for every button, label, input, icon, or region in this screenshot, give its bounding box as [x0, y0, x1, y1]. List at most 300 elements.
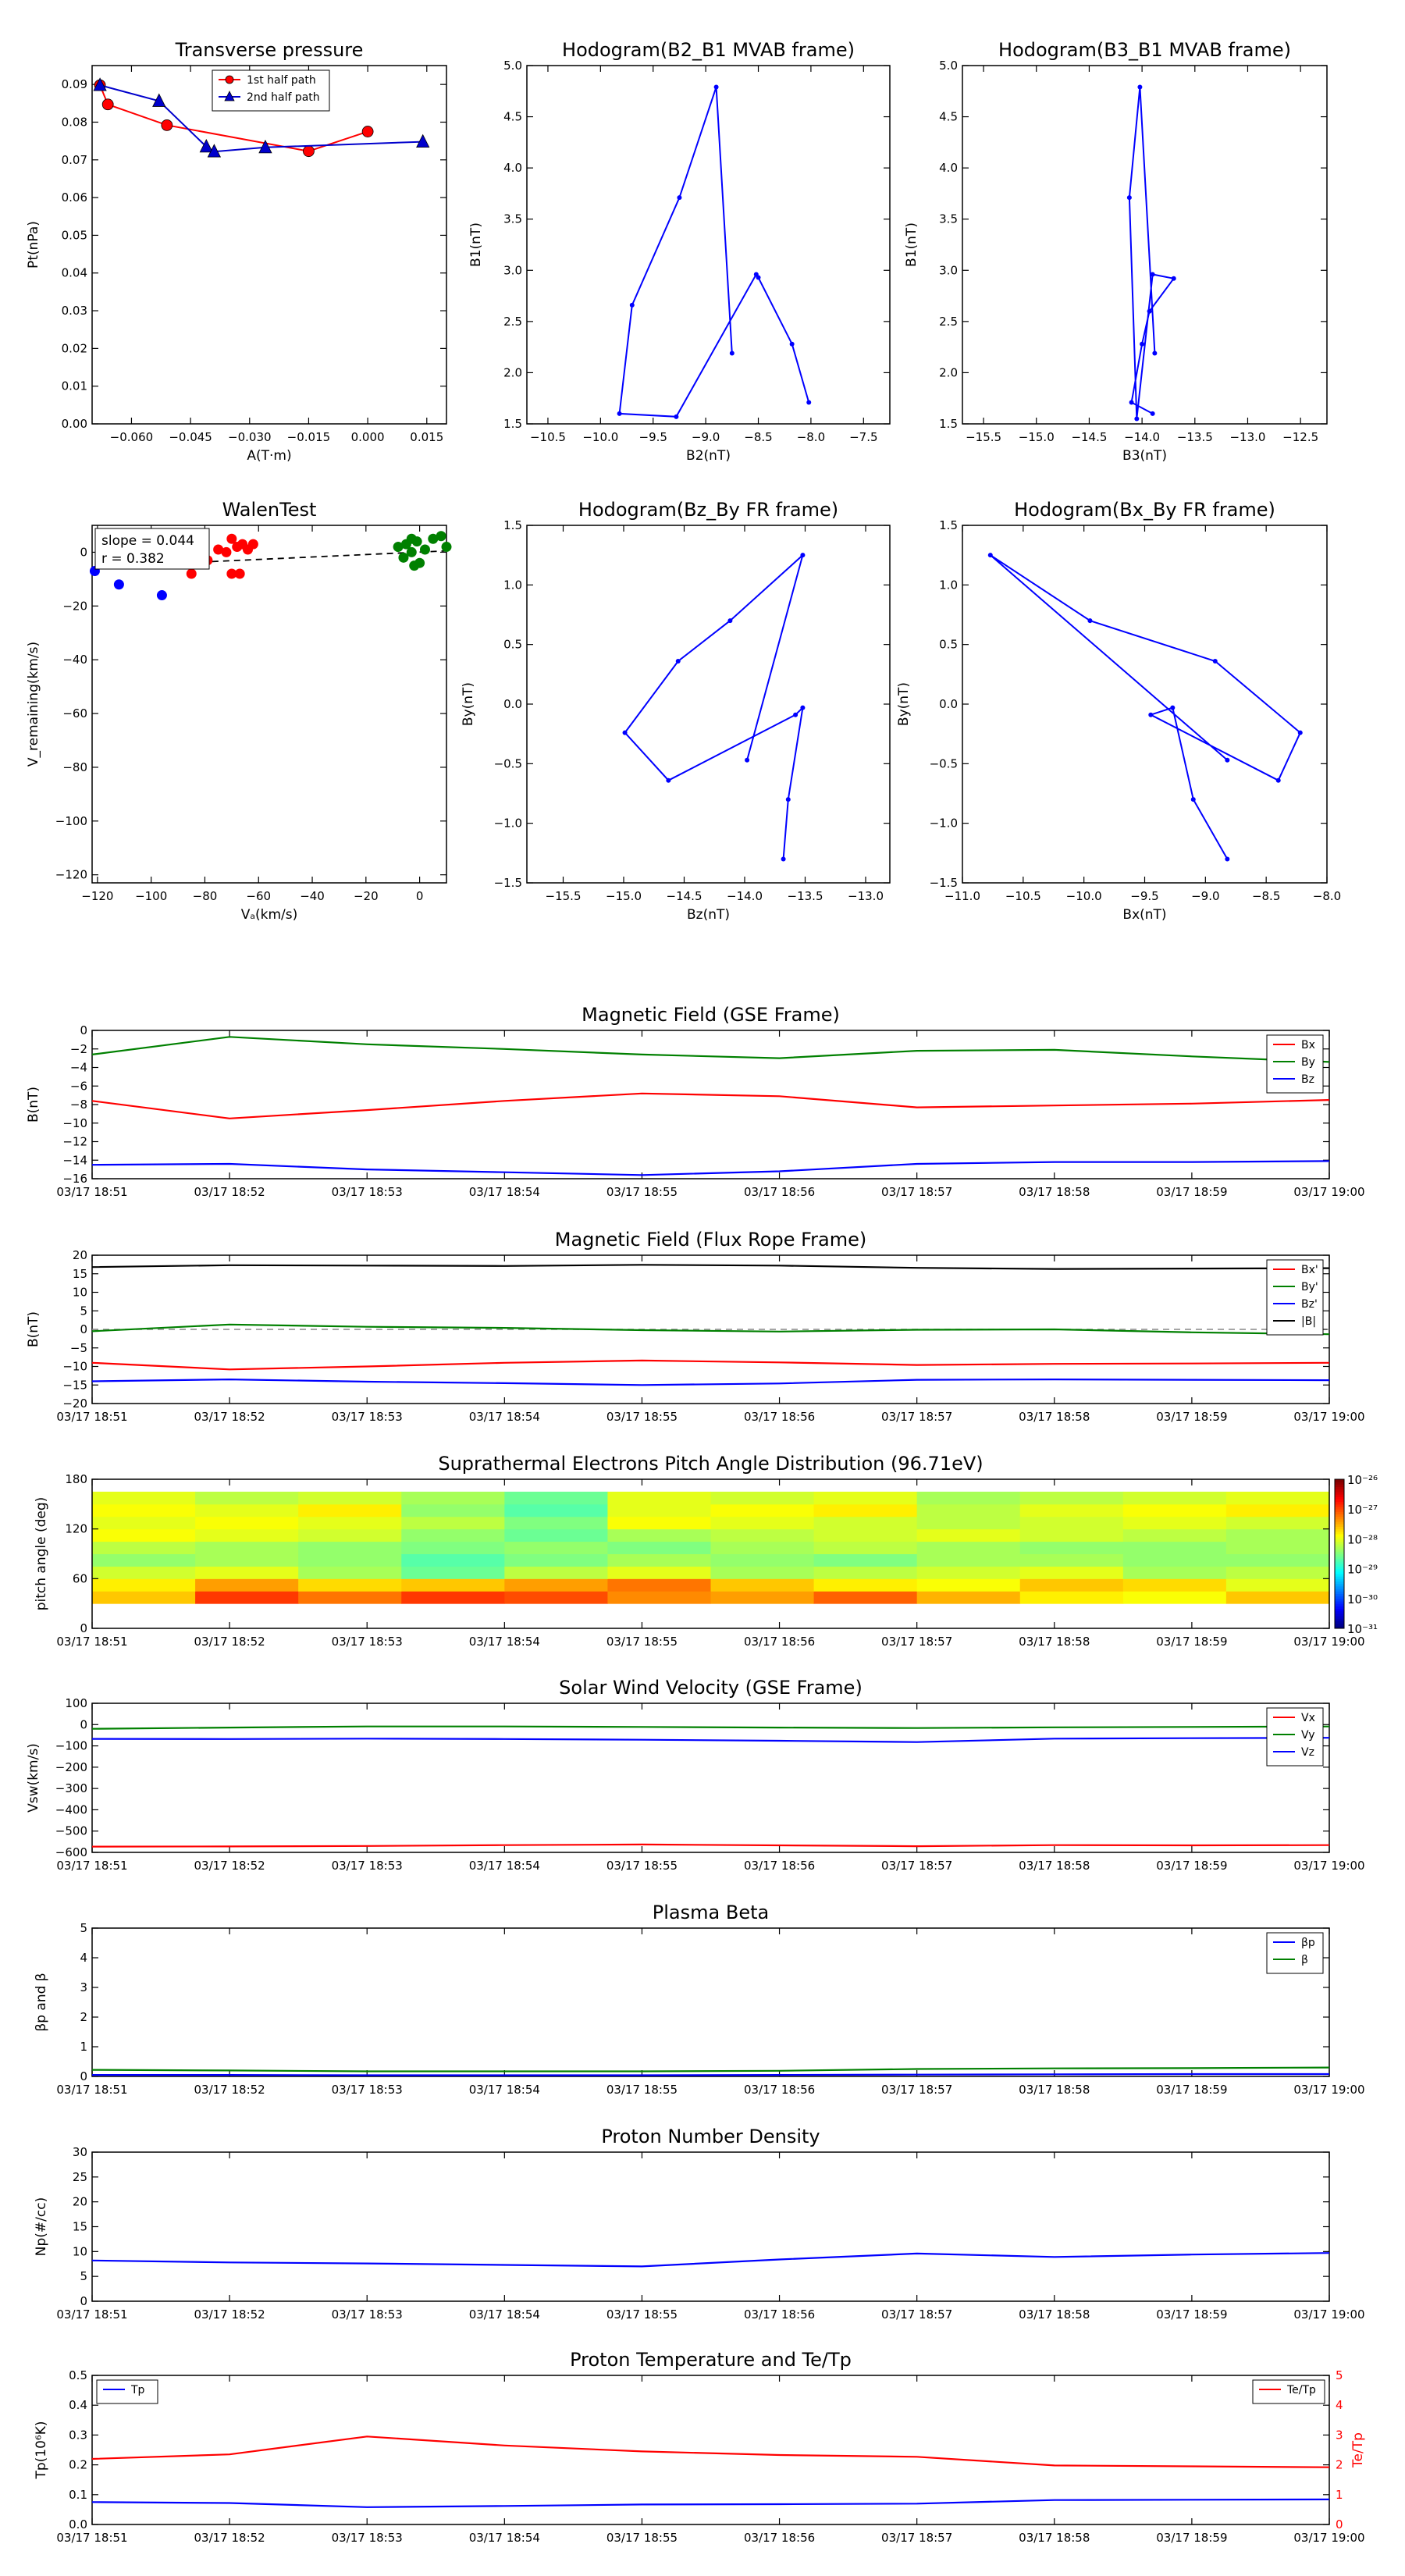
bgse-ytick-label: 0: [80, 1023, 87, 1037]
hodo2-ytick-label: 5.0: [939, 59, 958, 73]
bgse-series-1-line: [92, 1037, 1329, 1062]
bfr-legend-label: Bx': [1301, 1264, 1318, 1276]
np-time-tick-label: 03/17 18:52: [194, 2307, 265, 2322]
tp-time-tick-label: 03/17 18:59: [1156, 2531, 1228, 2545]
tp-ytick-right-label: 4: [1336, 2398, 1343, 2413]
tp-title: Proton Temperature and Te/Tp: [570, 2349, 852, 2371]
hodo4-xtick-label: −9.0: [1191, 889, 1220, 903]
hodo3-series-0-point: [666, 778, 670, 783]
bgse-ytick-label: −14: [62, 1153, 87, 1168]
pt-xtick-label: −0.045: [169, 430, 212, 444]
pt-ytick-label: 0.02: [61, 341, 87, 356]
pad-cell: [607, 1517, 711, 1529]
beta-series-0-line: [92, 2074, 1329, 2076]
hodo4-ytick-label: 1.5: [939, 518, 958, 532]
pad-cell: [711, 1591, 815, 1603]
hodo2-series-0-point: [1147, 309, 1152, 314]
hodo4-xtick-label: −8.5: [1251, 889, 1281, 903]
pad-cell: [401, 1504, 505, 1517]
walen-series-1-point: [221, 547, 231, 557]
pad-cell: [195, 1578, 299, 1591]
pad-ytick-label: 0: [80, 1621, 87, 1635]
pad-ylabel: pitch angle (deg): [34, 1496, 49, 1611]
hodo1-ylabel: B1(nT): [468, 222, 484, 267]
pad-title: Suprathermal Electrons Pitch Angle Distribution (96.71eV): [438, 1453, 984, 1475]
bgse-time-tick-label: 03/17 18:57: [881, 1185, 953, 1199]
pad-cell: [607, 1529, 711, 1542]
hodo2-xtick-label: −15.0: [1018, 430, 1055, 444]
tp-ytick-label: 0.4: [69, 2398, 87, 2413]
pt-xtick-label: 0.000: [350, 430, 385, 444]
hodo2-series-0-point: [1151, 411, 1155, 416]
bfr-legend-label: |B|: [1301, 1315, 1317, 1328]
vsw-frame: [92, 1703, 1329, 1852]
hodo2-series-0-point: [1134, 416, 1139, 421]
hodo3-ytick-label: −1.0: [493, 816, 522, 831]
pad-cell: [607, 1591, 711, 1603]
hodo3-ytick-label: −1.5: [493, 876, 522, 890]
pad-colorbar-step: [1335, 1601, 1344, 1604]
hodo4-ytick-label: 0.5: [939, 637, 958, 652]
beta-time-tick-label: 03/17 18:55: [606, 2083, 678, 2097]
hodo2-xlabel: B3(nT): [1122, 448, 1167, 464]
hodo4-series-0-line: [991, 555, 1300, 859]
hodo4-xlabel: Bx(nT): [1122, 907, 1167, 923]
hodo2-ytick-label: 4.0: [939, 161, 958, 176]
walen-series-2-point: [412, 536, 422, 546]
hodo1-xtick-label: −7.5: [849, 430, 878, 444]
hodo4-series-0-point: [1225, 856, 1229, 861]
walen-ytick-label: 0: [80, 545, 87, 560]
beta-time-tick-label: 03/17 18:51: [56, 2083, 128, 2097]
hodo2-series-0-point: [1172, 276, 1176, 281]
beta-ylabel: βp and β: [34, 1973, 49, 2032]
pad-cell: [298, 1542, 402, 1554]
pad-cell: [607, 1504, 711, 1517]
hodo1-series-0-point: [714, 85, 719, 90]
hodo4-series-0-point: [1225, 758, 1229, 763]
beta-ytick-label: 2: [80, 2010, 87, 2024]
bgse-time-tick-label: 03/17 18:56: [743, 1185, 816, 1199]
pad-colorbar-step: [1335, 1517, 1344, 1520]
bgse-time-tick-label: 03/17 18:59: [1156, 1185, 1228, 1199]
pad-cell: [1226, 1504, 1330, 1517]
walen-ytick-label: −60: [62, 706, 87, 721]
pad-cell: [1123, 1554, 1227, 1567]
walen-xtick-label: 0: [415, 889, 424, 903]
pad-colorbar-step: [1335, 1511, 1344, 1514]
beta-time-tick-label: 03/17 18:54: [468, 2083, 540, 2097]
pad-colorbar-step: [1335, 1546, 1344, 1550]
hodo1-series-0-point: [617, 411, 622, 416]
np-ytick-label: 15: [72, 2219, 87, 2234]
pad-colorbar-step: [1335, 1479, 1344, 1482]
tp-time-tick-label: 03/17 18:55: [606, 2531, 678, 2545]
pad-colorbar-step: [1335, 1514, 1344, 1517]
np-ytick-label: 5: [80, 2269, 87, 2284]
tp-time-tick-label: 03/17 18:57: [881, 2531, 953, 2545]
hodo1-ytick-label: 5.0: [503, 59, 522, 73]
pad-cell: [195, 1566, 299, 1578]
bfr-time-tick-label: 03/17 18:52: [194, 1410, 265, 1424]
vsw-ytick-label: −500: [55, 1823, 87, 1838]
bfr-time-tick-label: 03/17 19:00: [1293, 1410, 1365, 1424]
pad-cell: [1123, 1529, 1227, 1542]
bfr-time-tick-label: 03/17 18:57: [881, 1410, 953, 1424]
np-time-tick-label: 03/17 19:00: [1293, 2307, 1365, 2322]
bfr-series-2-line: [92, 1379, 1329, 1385]
pad-colorbar-step: [1335, 1571, 1344, 1574]
hodo2-ytick-label: 4.5: [939, 109, 958, 124]
pt-ylabel: Pt(nPa): [26, 221, 41, 269]
bfr-series-0-line: [92, 1361, 1329, 1369]
hodo2-xtick-label: −14.5: [1071, 430, 1108, 444]
bfr-ytick-label: 0: [80, 1322, 87, 1336]
hodo2-xtick-label: −15.5: [966, 430, 1002, 444]
hodo4-ytick-label: −1.0: [929, 816, 958, 831]
hodo4-ytick-label: −1.5: [929, 876, 958, 890]
pad-cell: [711, 1554, 815, 1567]
tp-right-legend-label: Te/Tp: [1287, 2384, 1316, 2396]
walen-ytick-label: −80: [62, 760, 87, 774]
bgse-series-2-line: [92, 1161, 1329, 1175]
bgse-time-tick-label: 03/17 18:53: [331, 1185, 403, 1199]
walen-series-1-point: [187, 568, 197, 578]
walen-xtick-label: −120: [81, 889, 114, 903]
hodo1-series-0-point: [730, 351, 735, 356]
hodo3-xtick-label: −13.0: [848, 889, 884, 903]
hodo4-ytick-label: 1.0: [939, 578, 958, 592]
pad-ytick-label: 120: [65, 1521, 87, 1536]
walen-ylabel: V_remaining(km/s): [26, 641, 41, 767]
pt-series-0-point: [102, 99, 113, 110]
pad-ytick-label: 180: [65, 1472, 87, 1486]
vsw-ytick-label: −300: [55, 1781, 87, 1796]
pad-colorbar-label: 10⁻²⁸: [1347, 1532, 1378, 1547]
walen-series-2-point: [414, 558, 425, 568]
pad-cell: [607, 1578, 711, 1591]
pad-cell: [917, 1542, 1021, 1554]
pad-cell: [401, 1492, 505, 1504]
walen-series-2-point: [442, 542, 452, 552]
hodo3-series-0-point: [793, 713, 798, 717]
beta-legend-label: βp: [1301, 1937, 1315, 1949]
hodo3-xtick-label: −13.5: [787, 889, 823, 903]
pad-cell: [607, 1554, 711, 1567]
bgse-title: Magnetic Field (GSE Frame): [582, 1004, 840, 1026]
hodo4-xtick-label: −11.0: [944, 889, 980, 903]
bfr-ytick-label: −10: [62, 1359, 87, 1374]
walen-series-0-point: [157, 590, 167, 600]
vsw-series-0-line: [92, 1845, 1329, 1847]
tp-series-1-line: [92, 2436, 1329, 2467]
pad-colorbar-label: 10⁻²⁷: [1347, 1503, 1378, 1517]
hodo1-series-0-point: [806, 400, 811, 404]
hodo2-xtick-label: −14.0: [1124, 430, 1161, 444]
pad-cell: [1226, 1566, 1330, 1578]
pad-cell: [1226, 1591, 1330, 1603]
vsw-series-1-line: [92, 1727, 1329, 1729]
tp-ytick-label: 0.2: [69, 2457, 87, 2472]
bfr-legend-label: By': [1301, 1281, 1318, 1293]
pad-time-tick-label: 03/17 18:52: [194, 1635, 265, 1649]
pad-cell: [1123, 1566, 1227, 1578]
hodo3-series-0-point: [800, 553, 805, 557]
pt-ytick-label: 0.04: [61, 265, 87, 280]
hodo2-series-0-point: [1140, 342, 1144, 347]
hodo3-xtick-label: −15.0: [606, 889, 642, 903]
tp-ylabel: Tp(10⁶K): [34, 2421, 49, 2479]
bfr-ytick-label: 5: [80, 1304, 87, 1318]
pt-xtick-label: 0.015: [410, 430, 444, 444]
hodo3-series-0-point: [676, 659, 681, 664]
np-ytick-label: 25: [72, 2169, 87, 2184]
pad-cell: [504, 1578, 608, 1591]
hodo1-frame: [527, 66, 890, 424]
pad-colorbar-step: [1335, 1599, 1344, 1602]
pad-cell: [401, 1566, 505, 1578]
pad-cell: [711, 1566, 815, 1578]
pad-colorbar-step: [1335, 1569, 1344, 1572]
hodo4-ytick-label: 0.0: [939, 697, 958, 711]
pad-colorbar-step: [1335, 1502, 1344, 1505]
walen-xlabel: Vₐ(km/s): [240, 907, 298, 923]
hodo2-ytick-label: 1.5: [939, 417, 958, 431]
np-time-tick-label: 03/17 18:56: [743, 2307, 816, 2322]
hodo2-xtick-label: −12.5: [1282, 430, 1319, 444]
pad-cell: [298, 1517, 402, 1529]
pad-colorbar-step: [1335, 1593, 1344, 1596]
pad-time-tick-label: 03/17 18:57: [881, 1635, 953, 1649]
beta-ytick-label: 1: [80, 2040, 87, 2054]
pad-cell: [92, 1529, 196, 1542]
pad-cell: [1020, 1517, 1124, 1529]
tp-time-tick-label: 03/17 18:53: [331, 2531, 403, 2545]
np-time-tick-label: 03/17 18:54: [468, 2307, 540, 2322]
walen-ytick-label: −40: [62, 653, 87, 667]
pad-colorbar-step: [1335, 1524, 1344, 1527]
walen-series-0-point: [114, 579, 124, 589]
pad-cell: [711, 1578, 815, 1591]
pad-ytick-label: 60: [72, 1571, 87, 1586]
hodo4-xtick-label: −9.5: [1130, 889, 1159, 903]
pad-cell: [401, 1578, 505, 1591]
pad-cell: [504, 1591, 608, 1603]
tp-ytick-right-label: 5: [1336, 2368, 1343, 2382]
np-time-tick-label: 03/17 18:55: [606, 2307, 678, 2322]
pad-colorbar-step: [1335, 1534, 1344, 1537]
bfr-time-tick-label: 03/17 18:58: [1019, 1410, 1090, 1424]
pad-cell: [814, 1504, 918, 1517]
hodo1-ytick-label: 3.0: [503, 263, 522, 278]
pad-cell: [814, 1578, 918, 1591]
walen-frame: [92, 525, 446, 883]
pad-colorbar-step: [1335, 1504, 1344, 1507]
hodo2-series-0-point: [1151, 272, 1155, 277]
pad-colorbar-step: [1335, 1542, 1344, 1545]
beta-ytick-label: 5: [80, 1921, 87, 1935]
pad-cell: [917, 1492, 1021, 1504]
hodo4-ytick-label: −0.5: [929, 756, 958, 771]
hodo1-series-0-point: [674, 415, 678, 419]
pad-cell: [298, 1578, 402, 1591]
vsw-series-2-line: [92, 1738, 1329, 1742]
pad-cell: [195, 1504, 299, 1517]
pad-cell: [814, 1542, 918, 1554]
pad-colorbar-label: 10⁻²⁶: [1347, 1473, 1378, 1487]
hodo4-xtick-label: −10.5: [1005, 889, 1041, 903]
walen-xtick-label: −40: [300, 889, 325, 903]
pad-cell: [1123, 1578, 1227, 1591]
pad-colorbar-step: [1335, 1606, 1344, 1609]
hodo1-series-0-point: [677, 195, 681, 200]
vsw-time-tick-label: 03/17 18:55: [606, 1859, 678, 1873]
beta-time-tick-label: 03/17 18:57: [881, 2083, 953, 2097]
hodo2-series-0-point: [1152, 351, 1157, 356]
bfr-time-tick-label: 03/17 18:56: [743, 1410, 816, 1424]
bfr-ytick-label: −15: [62, 1378, 87, 1393]
pad-colorbar-step: [1335, 1499, 1344, 1502]
np-time-tick-label: 03/17 18:51: [56, 2307, 128, 2322]
bfr-ytick-label: −5: [69, 1340, 87, 1355]
pad-cell: [917, 1578, 1021, 1591]
pad-time-tick-label: 03/17 18:56: [743, 1635, 816, 1649]
bgse-time-tick-label: 03/17 18:54: [468, 1185, 540, 1199]
hodo3-series-0-point: [786, 797, 791, 802]
pad-colorbar-label: 10⁻²⁹: [1347, 1562, 1378, 1577]
beta-ytick-label: 4: [80, 1951, 87, 1965]
hodo2-title: Hodogram(B3_B1 MVAB frame): [998, 39, 1291, 61]
bfr-ytick-label: 10: [72, 1285, 87, 1300]
pad-cell: [1020, 1542, 1124, 1554]
pt-ytick-label: 0.06: [61, 190, 87, 205]
vsw-time-tick-label: 03/17 18:57: [881, 1859, 953, 1873]
hodo1-xtick-label: −8.5: [744, 430, 773, 444]
pt-xtick-label: −0.030: [228, 430, 272, 444]
pad-cell: [1020, 1529, 1124, 1542]
pad-time-tick-label: 03/17 18:55: [606, 1635, 678, 1649]
pad-cell: [917, 1591, 1021, 1603]
bgse-time-tick-label: 03/17 18:52: [194, 1185, 265, 1199]
pad-colorbar-label: 10⁻³⁰: [1347, 1592, 1378, 1606]
pad-cell: [917, 1554, 1021, 1567]
bgse-ytick-label: −6: [69, 1079, 87, 1094]
hodo4-title: Hodogram(Bx_By FR frame): [1014, 499, 1275, 521]
bfr-title: Magnetic Field (Flux Rope Frame): [554, 1229, 867, 1251]
hodo2-ytick-label: 3.0: [939, 263, 958, 278]
vsw-ytick-label: −100: [55, 1738, 87, 1753]
pad-cell: [92, 1566, 196, 1578]
pad-cell: [1020, 1591, 1124, 1603]
beta-title: Plasma Beta: [652, 1902, 770, 1923]
pad-colorbar-step: [1335, 1614, 1344, 1617]
vsw-time-tick-label: 03/17 18:51: [56, 1859, 128, 1873]
pad-cell: [1226, 1492, 1330, 1504]
pad-colorbar-step: [1335, 1494, 1344, 1497]
hodo3-ytick-label: −0.5: [493, 756, 522, 771]
bgse-ytick-label: −12: [62, 1134, 87, 1149]
pt-series-0-point: [362, 126, 373, 137]
bgse-time-tick-label: 03/17 18:55: [606, 1185, 678, 1199]
np-time-tick-label: 03/17 18:58: [1019, 2307, 1090, 2322]
pad-colorbar-step: [1335, 1618, 1344, 1621]
pt-series-0-point: [303, 146, 314, 157]
hodo1-series-0-point: [630, 303, 635, 308]
vsw-ytick-label: −600: [55, 1845, 87, 1859]
beta-frame: [92, 1928, 1329, 2076]
vsw-time-tick-label: 03/17 18:54: [468, 1859, 540, 1873]
walen-xtick-label: −20: [353, 889, 379, 903]
pad-colorbar-step: [1335, 1582, 1344, 1585]
hodo4-xtick-label: −8.0: [1312, 889, 1342, 903]
beta-ytick-label: 3: [80, 1980, 87, 1994]
bgse-ytick-label: −10: [62, 1115, 87, 1130]
pt-ytick-label: 0.08: [61, 115, 87, 130]
walen-xtick-label: −80: [192, 889, 218, 903]
hodo1-ytick-label: 3.5: [503, 212, 522, 226]
hodo2-ytick-label: 2.5: [939, 314, 958, 329]
pad-colorbar-step: [1335, 1557, 1344, 1560]
hodo2-series-0-point: [1127, 195, 1132, 200]
np-ytick-label: 30: [72, 2145, 87, 2159]
hodo2-xtick-label: −13.0: [1229, 430, 1266, 444]
walen-series-2-point: [436, 531, 446, 541]
bfr-time-tick-label: 03/17 18:53: [331, 1410, 403, 1424]
pad-cell: [711, 1492, 815, 1504]
pad-cell: [814, 1554, 918, 1567]
pad-colorbar-step: [1335, 1561, 1344, 1564]
pad-colorbar-step: [1335, 1616, 1344, 1619]
np-ylabel: Np(#/cc): [34, 2197, 49, 2257]
hodo4-series-0-point: [1213, 659, 1218, 664]
pad-cell: [711, 1504, 815, 1517]
pad-cell: [711, 1517, 815, 1529]
pad-cell: [92, 1517, 196, 1529]
pad-cell: [1123, 1591, 1227, 1603]
pad-cell: [814, 1517, 918, 1529]
pad-cell: [298, 1492, 402, 1504]
pad-colorbar-step: [1335, 1578, 1344, 1582]
np-frame: [92, 2152, 1329, 2301]
vsw-time-tick-label: 03/17 18:59: [1156, 1859, 1228, 1873]
walen-series-2-point: [407, 547, 417, 557]
walen-ytick-label: −20: [62, 599, 87, 614]
tp-time-tick-label: 03/17 18:54: [468, 2531, 540, 2545]
pad-colorbar-step: [1335, 1586, 1344, 1589]
tp-ytick-label: 0.3: [69, 2428, 87, 2443]
tp-ytick-label: 0.5: [69, 2368, 87, 2382]
pad-colorbar-step: [1335, 1549, 1344, 1552]
vsw-time-tick-label: 03/17 18:53: [331, 1859, 403, 1873]
pad-cell: [92, 1578, 196, 1591]
vsw-legend-label: Vz: [1301, 1746, 1314, 1759]
pad-cell: [401, 1542, 505, 1554]
np-series-0-line: [92, 2253, 1329, 2266]
pt-frame: [92, 66, 446, 424]
pt-title: Transverse pressure: [175, 39, 364, 61]
tp-ytick-right-label: 2: [1336, 2457, 1343, 2472]
pad-time-tick-label: 03/17 18:51: [56, 1635, 128, 1649]
hodo4-series-0-point: [1276, 778, 1281, 783]
pad-colorbar-step: [1335, 1521, 1344, 1525]
hodo3-ytick-label: 1.0: [503, 578, 522, 592]
tp-ytick-right-label: 0: [1336, 2517, 1343, 2532]
hodo2-series-0-point: [1129, 400, 1134, 404]
hodo4-ylabel: By(nT): [896, 681, 912, 727]
pad-cell: [504, 1504, 608, 1517]
pt-legend-marker: [226, 76, 233, 84]
walen-slope-text: slope = 0.044: [101, 533, 194, 549]
